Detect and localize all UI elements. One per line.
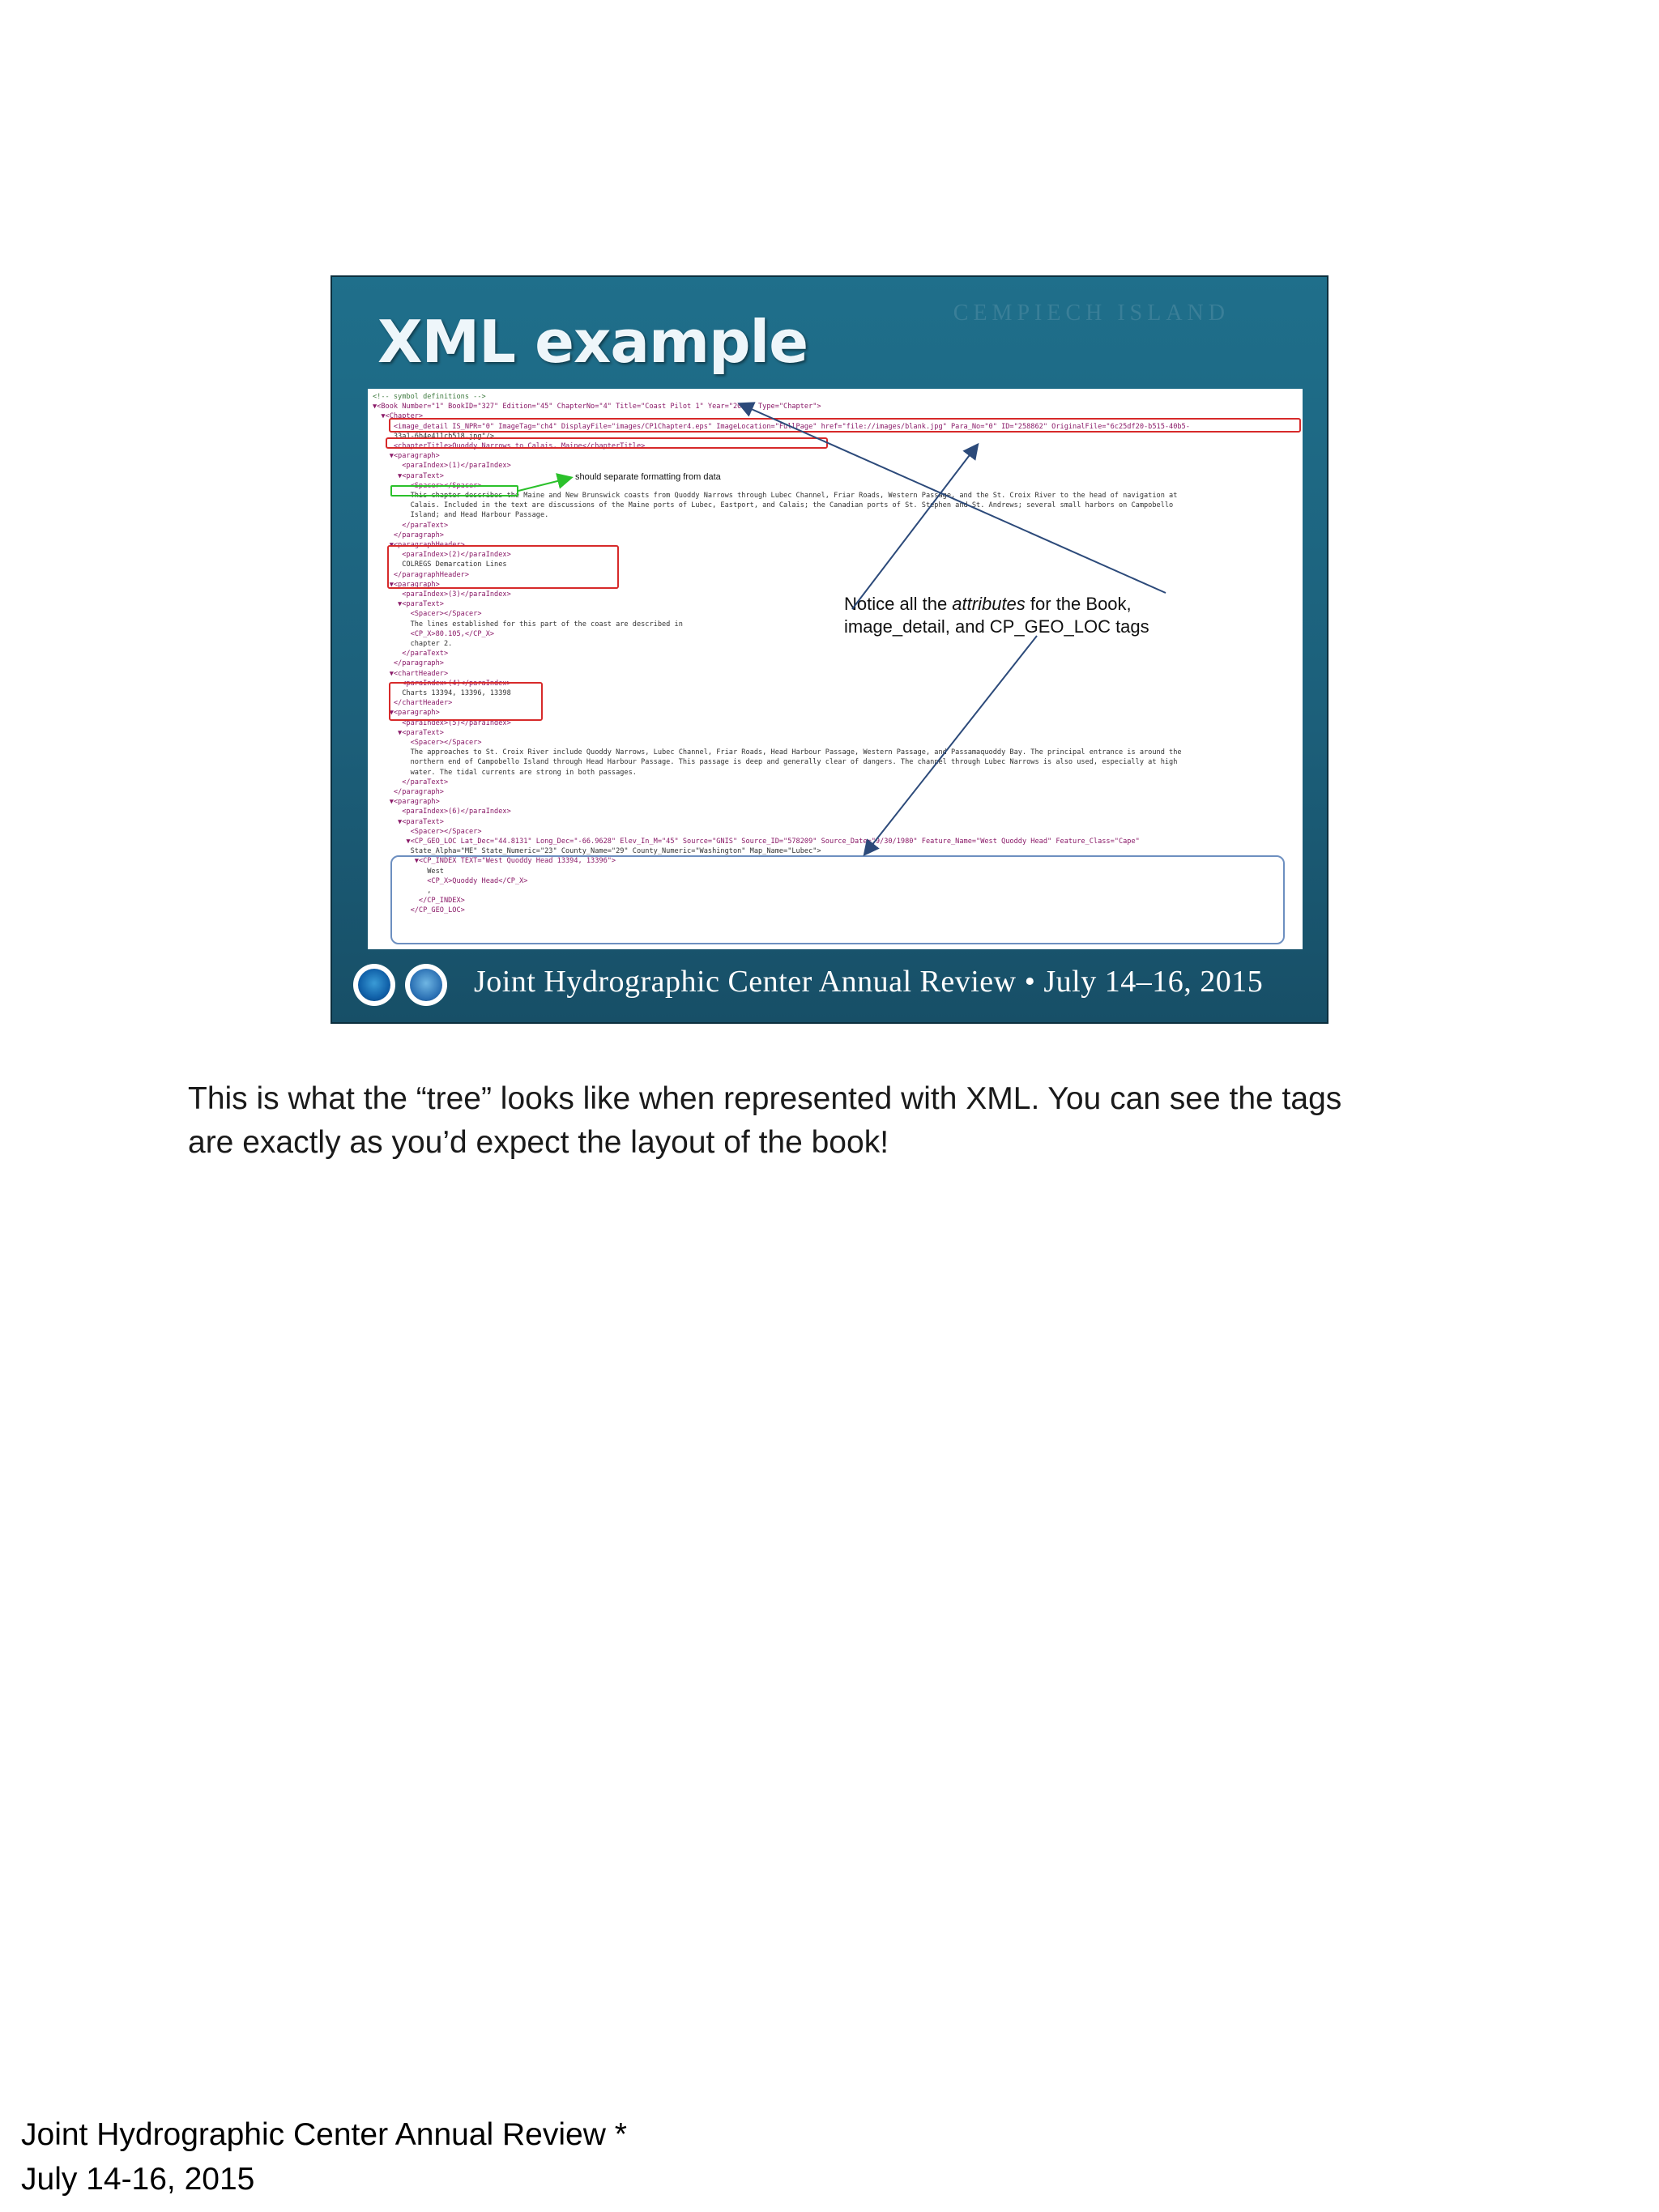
xml-code-line: Island; and Head Harbour Passage. xyxy=(373,511,549,520)
annotation-attributes-text-1: Notice all the xyxy=(844,594,953,614)
xml-code-line: </CP_GEO_LOC> xyxy=(373,906,465,915)
xml-code-line: ▼<paraText> xyxy=(373,471,444,480)
slide-footer-text: Joint Hydrographic Center Annual Review • July 14–16, 2015 xyxy=(474,965,1264,999)
xml-code-line: chapter 2. xyxy=(373,640,453,648)
slide-footer xyxy=(332,948,1327,1022)
xml-code-line: <CP_X>Quoddy Head</CP_X> xyxy=(373,876,528,885)
slide-title: XML example xyxy=(377,308,808,376)
xml-code-line: 33a1-6b4e411cb518.jpg"/> xyxy=(373,432,495,441)
xml-code-line: ▼<chartHeader> xyxy=(373,669,449,678)
xml-code-line: ▼<paragraph> xyxy=(373,798,440,807)
arrow-to-image-detail xyxy=(852,445,977,609)
xml-code-line: <paraIndex>(6)</paraIndex> xyxy=(373,808,511,816)
xml-code-line: </chartHeader> xyxy=(373,699,453,708)
xml-code-line: <paraIndex>(3)</paraIndex> xyxy=(373,590,511,599)
slide-caption xyxy=(188,1077,1484,1165)
page-footer-line-2: July 14-16, 2015 xyxy=(21,2162,255,2197)
xml-code-line: ▼<paragraph> xyxy=(373,709,440,718)
xml-code-line: <paraIndex>(5)</paraIndex> xyxy=(373,718,511,727)
arrow-to-spacer xyxy=(518,478,570,491)
xml-code-line: This chapter describes the Maine and New Brunswick coasts from Quoddy Narrows through Lubec Channel, Friar Roads, Western Passage, and the St. Croix River to the head of navigation at xyxy=(373,492,1178,500)
slide-background-label: CEMPIECH ISLAND xyxy=(953,300,1230,326)
xml-code-line: northern end of Campobello Island through Head Harbour Passage. This passage is deep and generally clear of dangers. The channel through Lubec Narrows is also used, especially at high xyxy=(373,758,1178,767)
annotation-attributes-emphasis: attributes xyxy=(952,594,1026,614)
xml-code-line: </paraText> xyxy=(373,778,449,786)
xml-code-line: ▼<paraText> xyxy=(373,817,444,826)
xml-code-line: water. The tidal currents are strong in both passages. xyxy=(373,768,637,777)
arrow-to-cp-geo-loc xyxy=(865,636,1037,854)
xml-code-line: <paraIndex>(4)</paraIndex> xyxy=(373,679,511,688)
xml-code-line: <paraIndex>(1)</paraIndex> xyxy=(373,462,511,471)
xml-code-line: <image_detail IS_NPR="0" ImageTag="ch4" DisplayFile="images/CP1Chapter4.eps" ImageLocation="FullPage" href="file://images/blank.jpg" Para_No="0" ID="258862" OriginalFile="6c25df20-b515-40b5- xyxy=(373,422,1190,431)
page-footer-line-1: Joint Hydrographic Center Annual Review * xyxy=(21,2117,627,2152)
xml-code-line: ▼<paragraphHeader> xyxy=(373,541,465,549)
xml-code-line: ▼<paragraph> xyxy=(373,452,440,461)
slide-image xyxy=(331,275,1328,1024)
xml-code-line: </paragraph> xyxy=(373,659,444,668)
xml-code-line: West xyxy=(373,867,444,876)
unh-logo-icon xyxy=(405,964,447,1006)
xml-code-line: </paraText> xyxy=(373,521,449,530)
xml-code-line: <Spacer></Spacer> xyxy=(373,739,482,747)
noaa-logo-icon xyxy=(353,964,395,1006)
caption-line-2: are exactly as you’d expect the layout of the book! xyxy=(188,1125,889,1160)
annotation-formatting: should separate formatting from data xyxy=(575,472,721,482)
xml-code-line: , xyxy=(373,887,432,895)
xml-code-line: ▼<paragraph> xyxy=(373,580,440,589)
annotation-arrows xyxy=(368,389,1303,949)
xml-code-line: Calais. Included in the text are discussions of the Maine ports of Lubec, Eastport, and Calais; the Canadian ports of St. Stephen and St. Andrews; several small harbors on Campobello xyxy=(373,501,1174,510)
xml-code-line: Charts 13394, 13396, 13398 xyxy=(373,689,511,697)
xml-code-line: </paraText> xyxy=(373,650,449,658)
xml-code-line: </paragraph> xyxy=(373,788,444,796)
xml-code-line: <CP_X>80.105,</CP_X> xyxy=(373,629,495,638)
xml-code-line: <paraIndex>(2)</paraIndex> xyxy=(373,551,511,560)
xml-code-line: <Spacer></Spacer> xyxy=(373,610,482,619)
xml-code-line: The lines established for this part of the coast are described in xyxy=(373,620,683,629)
page-footer xyxy=(21,2112,627,2201)
xml-code-line: ▼<Chapter> xyxy=(373,412,424,421)
xml-code-line: <Spacer></Spacer> xyxy=(373,827,482,836)
caption-line-1: This is what the “tree” looks like when represented with XML. You can see the tags xyxy=(188,1081,1342,1116)
annotation-attributes-text-3: image_detail, and CP_GEO_LOC tags xyxy=(844,616,1149,637)
xml-code-line: ▼<Book Number="1" BookID="327" Edition="45" ChapterNo="4" Title="Coast Pilot 1" Year="2015" Type="Chapter"> xyxy=(373,403,821,411)
xml-code-line: ▼<CP_INDEX TEXT="West Quoddy Head 13394, 13396"> xyxy=(373,857,616,866)
xml-code-line: </paragraphHeader> xyxy=(373,570,469,579)
xml-code-line: ▼<CP_GEO_LOC Lat_Dec="44.8131" Long_Dec="-66.9628" Elev_In_M="45" Source="GNIS" Source_ID="578209" Source_Date="9/30/1980" Feature_Name="West Quoddy Head" Feature_Class="Cape" xyxy=(373,837,1140,846)
xml-code-line: COLREGS Demarcation Lines xyxy=(373,560,507,569)
annotation-attributes-text-2: for the Book, xyxy=(1025,594,1132,614)
xml-code-line: <chapterTitle>Quoddy Narrows to Calais, Maine</chapterTitle> xyxy=(373,442,646,450)
xml-code-line: ▼<paraText> xyxy=(373,728,444,737)
xml-code-panel xyxy=(368,389,1303,949)
xml-code-line: State_Alpha="ME" State_Numeric="23" County_Name="29" County_Numeric="Washington" Map_Name="Lubec"> xyxy=(373,847,821,856)
xml-code-line: </CP_INDEX> xyxy=(373,897,465,906)
arrow-to-book-tag xyxy=(740,404,1166,593)
xml-code-line: <!-- symbol definitions --> xyxy=(373,393,486,401)
xml-code-line: ▼<paraText> xyxy=(373,600,444,609)
xml-code-line: <Spacer></Spacer> xyxy=(373,481,482,490)
xml-code-line: The approaches to St. Croix River include Quoddy Narrows, Lubec Channel, Friar Roads, Head Harbour Passage, Western Passage, and Passamaquoddy Bay. The principal entrance is around the xyxy=(373,748,1182,757)
xml-code-line: </paragraph> xyxy=(373,531,444,539)
